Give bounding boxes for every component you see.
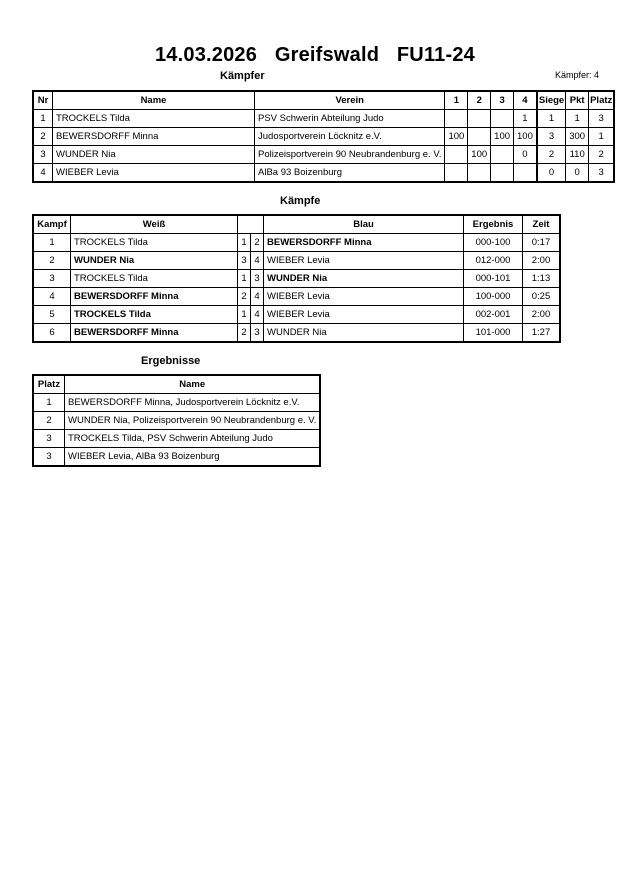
result-place: 2	[33, 412, 65, 430]
fighter-r3	[491, 164, 514, 183]
fight-white: WUNDER Nia	[71, 252, 238, 270]
fighter-r2	[468, 110, 491, 128]
fight-result: 000-101	[464, 270, 523, 288]
fighter-wins: 3	[537, 128, 566, 146]
fighter-r1	[445, 146, 468, 164]
fight-result: 012-000	[464, 252, 523, 270]
fighter-r4: 0	[514, 146, 537, 164]
fighter-r3	[491, 146, 514, 164]
fight-row	[33, 234, 560, 252]
fighter-row	[33, 128, 614, 146]
col-white: Weiß	[71, 215, 238, 234]
col-pts: Pkt	[566, 91, 589, 110]
fighter-name: WIEBER Levia	[53, 164, 255, 183]
fight-blue-nr: 4	[251, 252, 264, 270]
fighter-pts: 300	[566, 128, 589, 146]
fight-blue: WUNDER Nia	[264, 270, 464, 288]
fighter-pts: 1	[566, 110, 589, 128]
fighter-r4	[514, 164, 537, 183]
fighter-r1	[445, 110, 468, 128]
fighter-nr: 3	[33, 146, 53, 164]
fighter-place: 3	[589, 110, 615, 128]
fight-blue: BEWERSDORFF Minna	[264, 234, 464, 252]
fight-result: 101-000	[464, 324, 523, 343]
fighter-r4: 1	[514, 110, 537, 128]
result-row	[33, 412, 320, 430]
fighter-nr: 4	[33, 164, 53, 183]
fight-time: 0:17	[523, 234, 561, 252]
result-place: 1	[33, 394, 65, 412]
fighter-r1: 100	[445, 128, 468, 146]
fight-white-nr: 1	[238, 306, 251, 324]
fighter-wins: 2	[537, 146, 566, 164]
col-numbers	[238, 215, 264, 234]
col-place: Platz	[589, 91, 615, 110]
col-result-place: Platz	[33, 375, 65, 394]
fighter-club	[255, 164, 445, 183]
fight-number: 2	[33, 252, 71, 270]
fighter-name: BEWERSDORFF Minna	[53, 128, 255, 146]
fight-white: BEWERSDORFF Minna	[71, 288, 238, 306]
col-club: Verein	[255, 91, 445, 110]
fight-time: 0:25	[523, 288, 561, 306]
fighter-wins: 1	[537, 110, 566, 128]
fight-blue-nr: 4	[251, 306, 264, 324]
fighter-club-text: Polizeisportverein 90 Neubrandenburg e. V.	[258, 149, 442, 160]
fighter-count: Kämpfer: 4	[554, 70, 599, 80]
col-wins: Siege	[537, 91, 566, 110]
fight-time: 1:13	[523, 270, 561, 288]
col-r1: 1	[445, 91, 468, 110]
fight-row	[33, 288, 560, 306]
fighter-r1	[445, 164, 468, 183]
fighter-r2: 100	[468, 146, 491, 164]
fight-row	[33, 252, 560, 270]
fight-white: TROCKELS Tilda	[71, 270, 238, 288]
event-category: FU11-24	[396, 44, 475, 66]
event-location: Greifswald	[274, 44, 380, 66]
fight-blue: WIEBER Levia	[264, 252, 464, 270]
result-name-text: BEWERSDORFF Minna, Judosportverein Löcknitz e.V.	[68, 397, 300, 408]
fight-white: TROCKELS Tilda	[71, 234, 238, 252]
fight-white-nr: 3	[238, 252, 251, 270]
result-name-text: WIEBER Levia, AlBa 93 Boizenburg	[68, 451, 220, 462]
col-result: Ergebnis	[464, 215, 523, 234]
result-row	[33, 394, 320, 412]
result-name	[65, 430, 321, 448]
fighters-header-row	[33, 91, 614, 110]
col-fight: Kampf	[33, 215, 71, 234]
col-blue: Blau	[264, 215, 464, 234]
event-date: 14.03.2026	[154, 44, 258, 66]
fight-time: 1:27	[523, 324, 561, 343]
fight-white-nr: 2	[238, 324, 251, 343]
result-name	[65, 394, 321, 412]
fight-time: 2:00	[523, 252, 561, 270]
col-time: Zeit	[523, 215, 561, 234]
fight-result: 002-001	[464, 306, 523, 324]
fight-number: 4	[33, 288, 71, 306]
result-name-text: WUNDER Nia, Polizeisportverein 90 Neubrandenburg e. V.	[68, 415, 317, 426]
fighter-club	[255, 110, 445, 128]
result-place: 3	[33, 448, 65, 467]
results-table	[32, 374, 321, 467]
results-heading: Ergebnisse	[141, 355, 201, 367]
fighter-club-text: AlBa 93 Boizenburg	[258, 167, 342, 178]
fight-blue: WIEBER Levia	[264, 288, 464, 306]
fight-white: BEWERSDORFF Minna	[71, 324, 238, 343]
fighter-place: 1	[589, 128, 615, 146]
fights-header-row	[33, 215, 560, 234]
fights-table	[32, 214, 561, 343]
fights-heading: Kämpfe	[280, 195, 321, 207]
result-name	[65, 412, 321, 430]
fighter-row	[33, 146, 614, 164]
result-row	[33, 448, 320, 467]
fight-row	[33, 306, 560, 324]
fight-white-nr: 1	[238, 270, 251, 288]
result-place: 3	[33, 430, 65, 448]
fighter-r2	[468, 128, 491, 146]
fight-number: 6	[33, 324, 71, 343]
fighter-club	[255, 146, 445, 164]
col-name: Name	[53, 91, 255, 110]
fighter-pts: 110	[566, 146, 589, 164]
fighter-row	[33, 164, 614, 183]
fighter-pts: 0	[566, 164, 589, 183]
fighter-nr: 1	[33, 110, 53, 128]
fight-row	[33, 270, 560, 288]
fighter-r3: 100	[491, 128, 514, 146]
fight-result: 100-000	[464, 288, 523, 306]
result-name-text: TROCKELS Tilda, PSV Schwerin Abteilung Judo	[68, 433, 273, 444]
fight-blue-nr: 3	[251, 270, 264, 288]
col-r2: 2	[468, 91, 491, 110]
fight-blue: WUNDER Nia	[264, 324, 464, 343]
fight-time: 2:00	[523, 306, 561, 324]
fighters-table	[32, 90, 615, 183]
fight-blue-nr: 2	[251, 234, 264, 252]
col-nr: Nr	[33, 91, 53, 110]
fighter-nr: 2	[33, 128, 53, 146]
col-result-name: Name	[65, 375, 321, 394]
fighter-name: WUNDER Nia	[53, 146, 255, 164]
fighter-club-text: Judosportverein Löcknitz e.V.	[258, 131, 382, 142]
fighter-r3	[491, 110, 514, 128]
fight-blue-nr: 4	[251, 288, 264, 306]
result-row	[33, 430, 320, 448]
fight-blue: WIEBER Levia	[264, 306, 464, 324]
fight-blue-nr: 3	[251, 324, 264, 343]
fighter-wins: 0	[537, 164, 566, 183]
fighter-club	[255, 128, 445, 146]
fight-row	[33, 324, 560, 343]
results-header-row	[33, 375, 320, 394]
result-name	[65, 448, 321, 467]
fight-white-nr: 2	[238, 288, 251, 306]
fighter-row	[33, 110, 614, 128]
fight-white: TROCKELS Tilda	[71, 306, 238, 324]
fight-white-nr: 1	[238, 234, 251, 252]
page-title	[0, 44, 630, 67]
fight-number: 3	[33, 270, 71, 288]
col-r3: 3	[491, 91, 514, 110]
fighter-place: 3	[589, 164, 615, 183]
fighter-place: 2	[589, 146, 615, 164]
fighter-name: TROCKELS Tilda	[53, 110, 255, 128]
fighter-r4: 100	[514, 128, 537, 146]
col-r4: 4	[514, 91, 537, 110]
fight-number: 1	[33, 234, 71, 252]
fight-result: 000-100	[464, 234, 523, 252]
fighters-heading: Kämpfer	[220, 70, 265, 82]
fight-number: 5	[33, 306, 71, 324]
fighter-r2	[468, 164, 491, 183]
fighter-club-text: PSV Schwerin Abteilung Judo	[258, 113, 384, 124]
